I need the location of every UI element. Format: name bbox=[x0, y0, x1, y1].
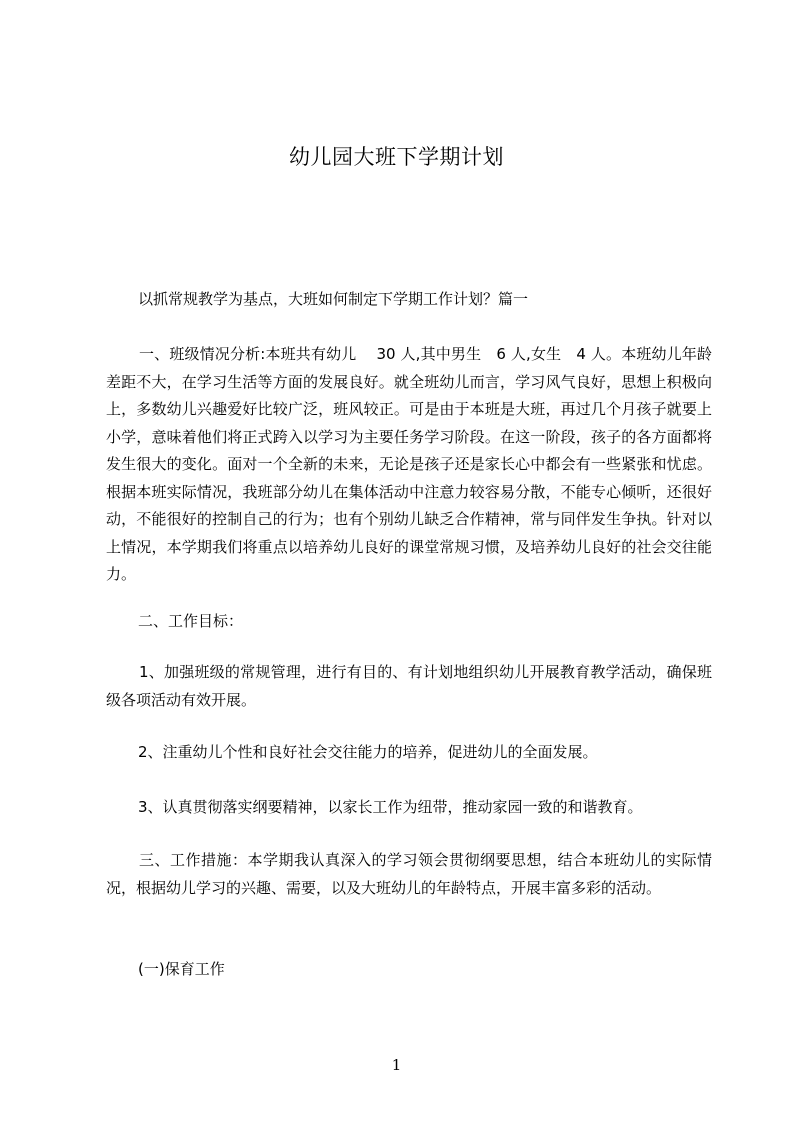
document-subtitle: 以抓常规教学为基点，大班如何制定下学期工作计划？篇一 bbox=[138, 290, 529, 308]
section-measures: 三、工作措施：本学期我认真深入的学习领会贯彻纲要思想，结合本班幼儿的实际情况，根据幼儿学习的兴趣、需要，以及大班幼儿的年龄特点，开展丰富多彩的活动。 bbox=[106, 851, 712, 897]
goal-item-1: 1、加强班级的常规管理，进行有目的、有计划地组织幼儿开展教育教学活动，确保班级各项活动有效开展。 bbox=[106, 663, 712, 709]
section-goals-heading: 二、工作目标： bbox=[138, 612, 244, 630]
subsection-care-work: (一)保育工作 bbox=[138, 960, 225, 978]
goal-item-2: 2、注重幼儿个性和良好社会交往能力的培养，促进幼儿的全面发展。 bbox=[138, 743, 598, 761]
document-title: 幼儿园大班下学期计划 bbox=[289, 145, 504, 169]
section-class-analysis: 一、班级情况分析:本班共有幼儿 30 人,其中男生 6 人,女生 4 人。本班幼儿年龄差距不大，在学习生活等方面的发展良好。就全班幼儿而言，学习风气良好，思想上积极向上，多数幼儿兴趣爱好比较广泛，班风较正。可是由于本班是大班，再过几个月孩子就要上小学，意味着他们将正式跨入以学习为主要任务学习阶段。在这一阶段，孩子的各方面都将发生很大的变化。面对一个全新的未来，无论是孩子还是家长心中都会有一些紧张和忧虑。根据本班实际情况，我班部分幼儿在集体活动中注意力较容易分散，不能专心倾听，还很好动，不能很好的控制自己的行为；也有个别幼儿缺乏合作精神，常与同伴发生争执。针对以上情况，本学期我们将重点以培养幼儿良好的课堂常规习惯，及培养幼儿良好的社会交往能力。 bbox=[106, 345, 712, 583]
page-number: 1 bbox=[391, 1056, 402, 1074]
goal-item-3: 3、认真贯彻落实纲要精神，以家长工作为纽带，推动家园一致的和谐教育。 bbox=[138, 798, 643, 816]
